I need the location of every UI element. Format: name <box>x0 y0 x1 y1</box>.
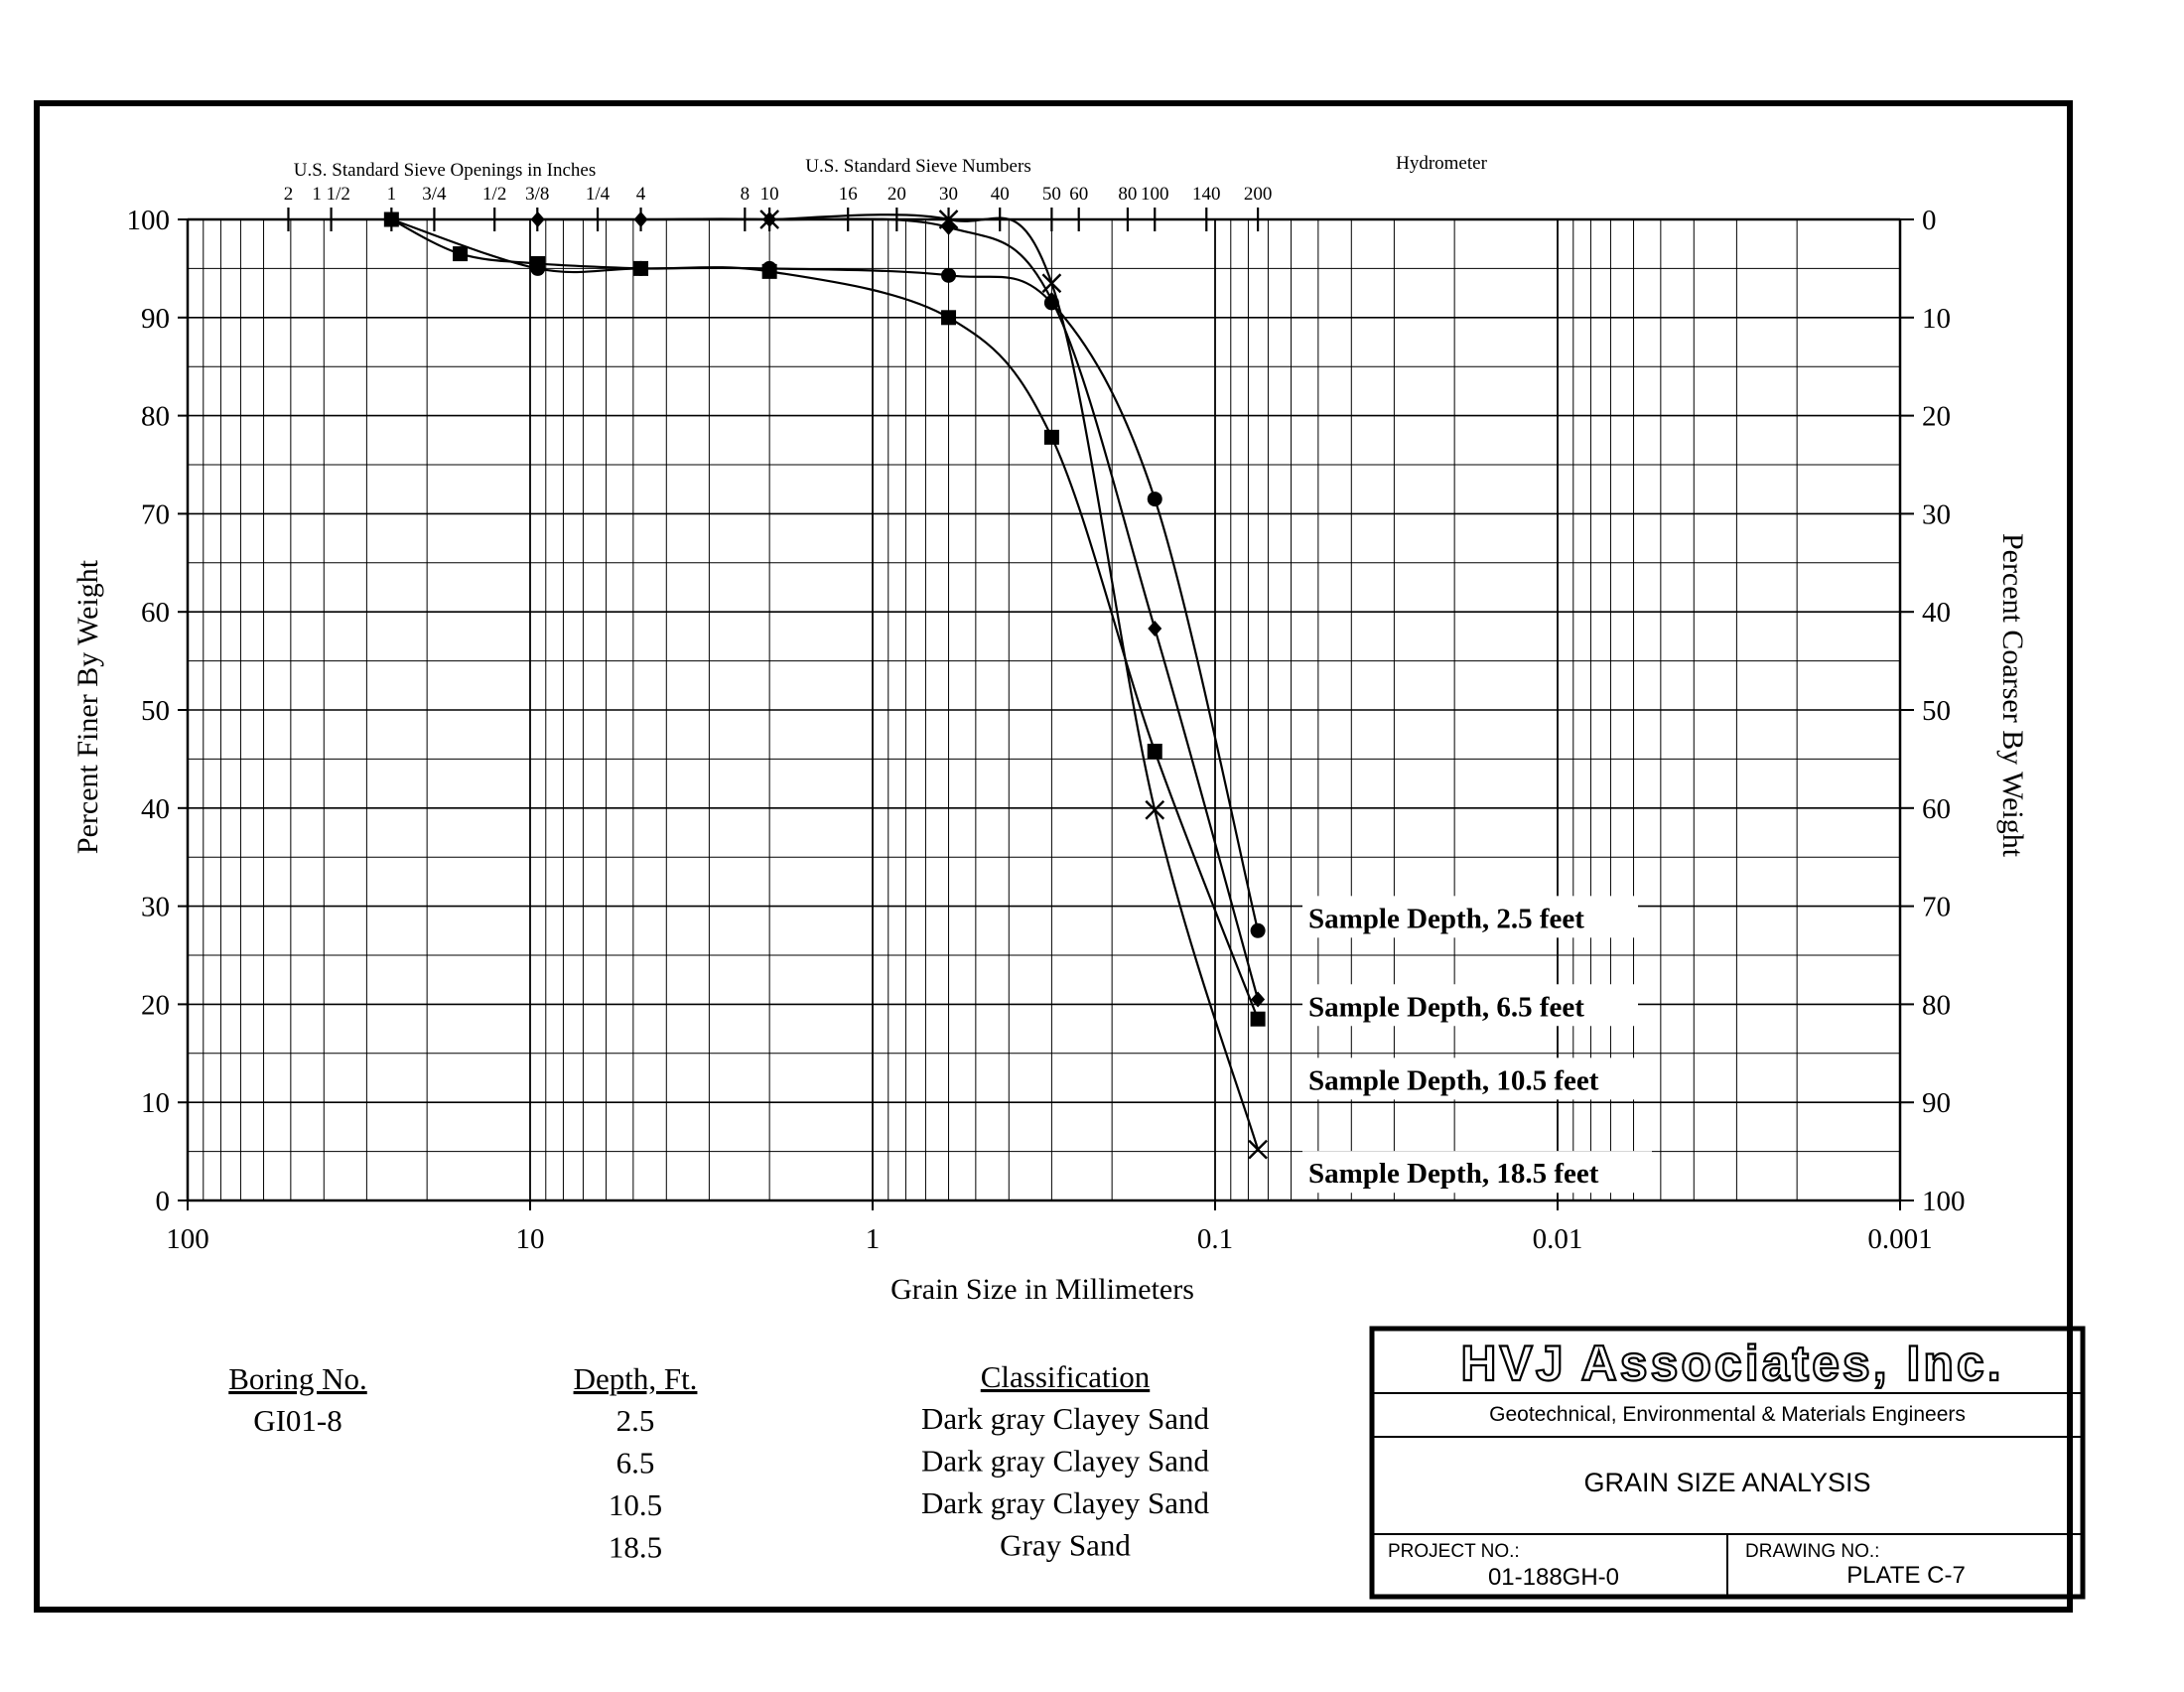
x-tick-label: 0.001 <box>1867 1223 1933 1255</box>
curve-x <box>769 214 1258 1149</box>
y-right-tick-label: 50 <box>1922 695 1951 727</box>
x-marker <box>1146 801 1163 819</box>
sieve-label: 200 <box>1243 184 1273 205</box>
sieve-inches-heading: U.S. Standard Sieve Openings in Inches <box>293 160 597 181</box>
y-tick-label: 20 <box>141 989 170 1022</box>
y-axis-title: Percent Finer By Weight <box>71 559 104 855</box>
x-tick-label: 100 <box>166 1223 209 1255</box>
sieve-label: 4 <box>635 184 646 205</box>
square-marker <box>384 212 399 227</box>
circle-marker <box>1251 923 1266 938</box>
sieve-label: 60 <box>1069 184 1089 205</box>
y-tick-label: 90 <box>141 302 170 335</box>
sieve-label: 30 <box>939 184 959 205</box>
y-tick-label: 0 <box>155 1186 170 1217</box>
project-no-value: 01-188GH-0 <box>1487 1564 1620 1591</box>
y-right-axis-title: Percent Coarser By Weight <box>1996 532 2029 858</box>
y-right-tick-label: 60 <box>1922 792 1951 825</box>
y-right-tick-label: 10 <box>1922 302 1951 335</box>
y-tick-label: 70 <box>141 498 170 531</box>
sieve-label: 1/2 <box>482 184 507 205</box>
square-marker <box>530 256 545 271</box>
y-tick-label: 50 <box>141 695 170 727</box>
circle-marker <box>941 268 956 283</box>
depth-cell: 18.5 <box>608 1529 663 1565</box>
sieve-label: 20 <box>887 184 906 205</box>
sieve-label: 40 <box>990 184 1010 205</box>
data-markers <box>384 211 1267 1159</box>
diamond-marker <box>942 219 956 235</box>
diamond-marker <box>1148 621 1161 636</box>
curve-square <box>391 219 1258 1019</box>
sieve-label: 50 <box>1041 184 1061 205</box>
sieve-label: 1 1/2 <box>312 184 350 205</box>
sample-table <box>228 1359 1209 1565</box>
plot-grid <box>188 219 1900 1200</box>
sieve-label: 100 <box>1140 184 1169 205</box>
sieve-label: 2 <box>283 184 294 205</box>
y-tick-label: 10 <box>141 1087 170 1120</box>
depth-header: Depth, Ft. <box>573 1361 698 1396</box>
classification-cell: Dark gray Clayey Sand <box>920 1485 1210 1520</box>
square-marker <box>633 261 648 276</box>
y-tick-label: 60 <box>141 597 170 630</box>
y-tick-label: 40 <box>141 792 170 825</box>
gradation-curves <box>391 214 1258 1149</box>
y-right-tick-label: 90 <box>1922 1087 1951 1120</box>
series-label: Sample Depth, 10.5 feet <box>1308 1064 1599 1097</box>
drawing-no-label: DRAWING NO.: <box>1745 1541 1880 1562</box>
y-tick-label: 30 <box>141 891 170 923</box>
square-marker <box>762 264 777 279</box>
hydrometer-heading: Hydrometer <box>1396 153 1487 174</box>
boring-no-header: Boring No. <box>228 1361 367 1396</box>
classification-header: Classification <box>980 1359 1151 1394</box>
x-tick-label: 0.01 <box>1532 1223 1583 1255</box>
y-right-tick-label: 100 <box>1922 1186 1966 1217</box>
circle-marker <box>1148 492 1162 506</box>
sieve-label: 16 <box>838 184 858 205</box>
y-tick-label: 80 <box>141 400 170 433</box>
square-marker <box>453 246 468 261</box>
x-tick-label: 0.1 <box>1196 1223 1234 1255</box>
y-right-tick-label: 20 <box>1922 400 1951 433</box>
title-block <box>1372 1329 2083 1597</box>
x-marker <box>1249 1141 1267 1159</box>
depth-cell: 6.5 <box>615 1445 655 1480</box>
y-tick-label: 100 <box>126 205 170 236</box>
sieve-label: 3/4 <box>422 184 447 205</box>
classification-cell: Dark gray Clayey Sand <box>920 1401 1210 1436</box>
project-no-label: PROJECT NO.: <box>1388 1541 1520 1562</box>
diamond-marker <box>531 212 545 227</box>
series-label: Sample Depth, 6.5 feet <box>1308 991 1584 1024</box>
company-logo: HVJ Associates, Inc. <box>1460 1336 2004 1391</box>
top-sieve-ticks <box>284 184 1273 231</box>
depth-cell: 2.5 <box>615 1403 655 1438</box>
y-right-tick-label: 70 <box>1922 891 1951 923</box>
y-right-tick-label: 80 <box>1922 989 1951 1022</box>
curve-diamond <box>538 218 1258 999</box>
sieve-label: 140 <box>1192 184 1221 205</box>
sieve-label: 80 <box>1118 184 1138 205</box>
company-subtitle: Geotechnical, Environmental & Materials Engineers <box>1489 1403 1966 1426</box>
y-right-tick-label: 0 <box>1922 205 1937 236</box>
square-marker <box>1148 744 1162 759</box>
boring-no-value: GI01-8 <box>253 1403 342 1438</box>
depth-cell: 10.5 <box>608 1487 663 1522</box>
series-labels <box>1302 896 1652 1193</box>
x-axis-title: Grain Size in Millimeters <box>890 1273 1194 1306</box>
axis-tick-labels <box>127 205 1966 1255</box>
diamond-marker <box>634 212 648 227</box>
y-right-tick-label: 40 <box>1922 597 1951 630</box>
sieve-label: 10 <box>759 184 779 205</box>
x-tick-label: 10 <box>515 1223 545 1255</box>
classification-cell: Dark gray Clayey Sand <box>920 1443 1210 1479</box>
square-marker <box>1251 1012 1266 1027</box>
curve-circle <box>391 219 1258 930</box>
sieve-label: 8 <box>740 184 751 205</box>
sieve-label: 3/8 <box>525 184 550 205</box>
series-label: Sample Depth, 2.5 feet <box>1308 903 1584 935</box>
sieve-numbers-heading: U.S. Standard Sieve Numbers <box>805 156 1031 177</box>
sieve-label: 1 <box>386 184 397 205</box>
drawing-title: GRAIN SIZE ANALYSIS <box>1583 1468 1871 1497</box>
classification-cell: Gray Sand <box>1000 1527 1131 1563</box>
square-marker <box>941 310 956 325</box>
series-label: Sample Depth, 18.5 feet <box>1308 1158 1599 1191</box>
square-marker <box>1044 430 1059 445</box>
y-right-tick-label: 30 <box>1922 498 1951 531</box>
drawing-no-value: PLATE C-7 <box>1846 1562 1966 1589</box>
x-tick-label: 1 <box>865 1223 881 1255</box>
table-rows <box>609 1401 1210 1565</box>
sieve-label: 1/4 <box>585 184 611 205</box>
